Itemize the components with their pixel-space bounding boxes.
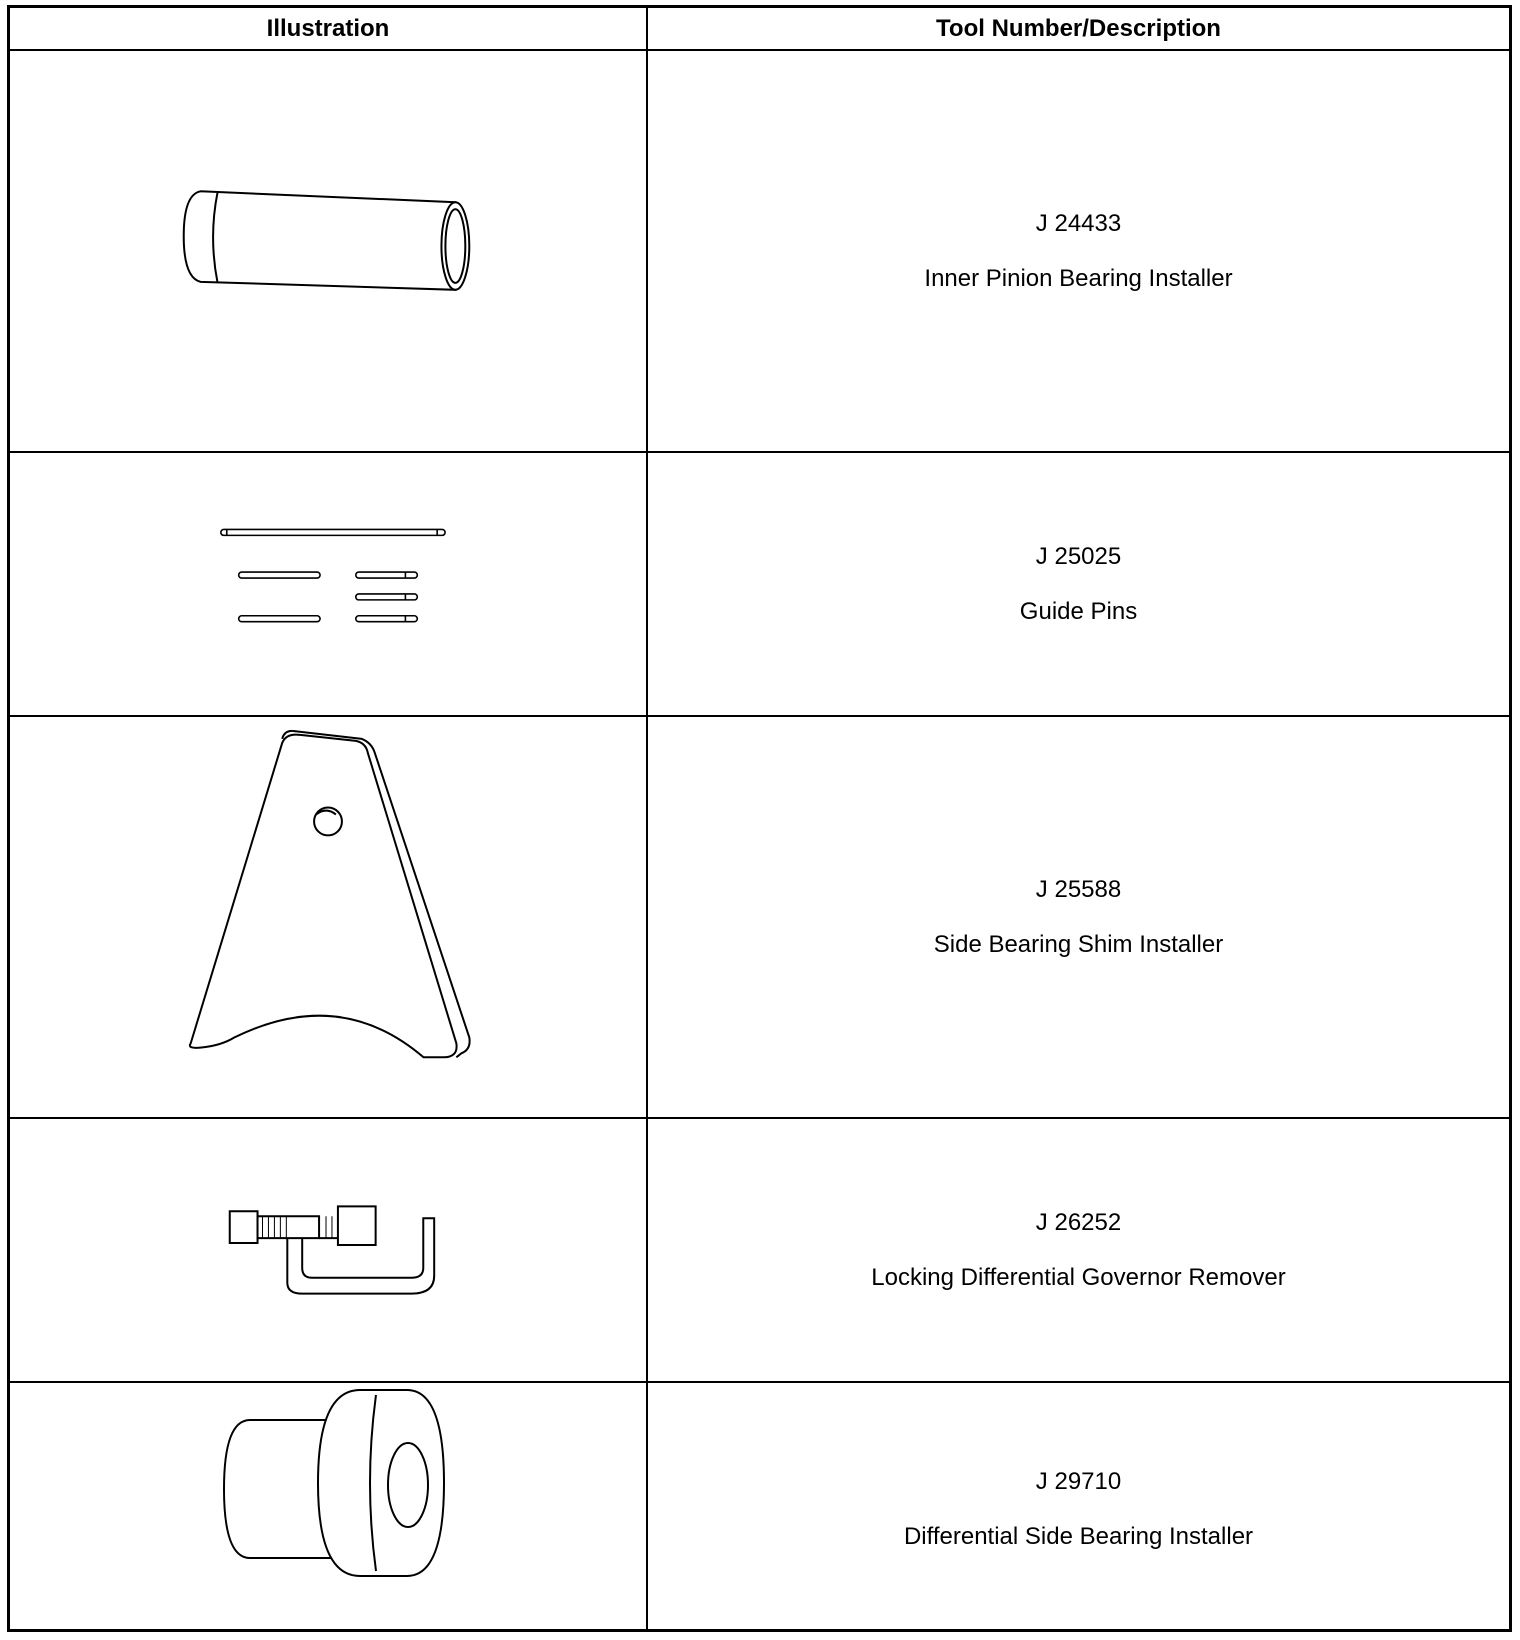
table-row [10,453,1509,717]
table-row [10,717,1509,1119]
tool-description: Guide Pins [1019,597,1138,625]
guide-pins-icon [10,453,646,715]
tool-description: Inner Pinion Bearing Installer [924,264,1233,292]
tool-column-header: Tool Number/Description [936,15,1221,42]
tool-description: Differential Side Bearing Installer [903,1522,1254,1550]
tool-description-cell [648,1383,1509,1635]
tool-description-cell [648,1119,1509,1381]
shim-installer-icon [10,717,646,1117]
tool-number: J 25588 [1035,875,1122,903]
tool-number: J 26252 [1035,1208,1122,1236]
table-row [10,51,1509,453]
tool-number: J 24433 [1035,209,1122,237]
tool-description-cell [648,51,1509,451]
table-header [10,8,1509,51]
governor-remover-clamp-icon [10,1119,646,1381]
tool-description-cell [648,717,1509,1117]
tool-number: J 29710 [1035,1467,1122,1495]
tool-description-cell [648,453,1509,715]
tool-description: Locking Differential Governor Remover [871,1263,1286,1291]
side-bearing-installer-icon [10,1383,646,1635]
tool-number: J 25025 [1035,542,1122,570]
bearing-installer-tube-icon [10,51,646,451]
illustration-column-header: Illustration [266,15,390,42]
table-row [10,1119,1509,1383]
tool-description: Side Bearing Shim Installer [933,930,1224,958]
table-row [10,1383,1509,1635]
special-tools-table [7,5,1512,1632]
